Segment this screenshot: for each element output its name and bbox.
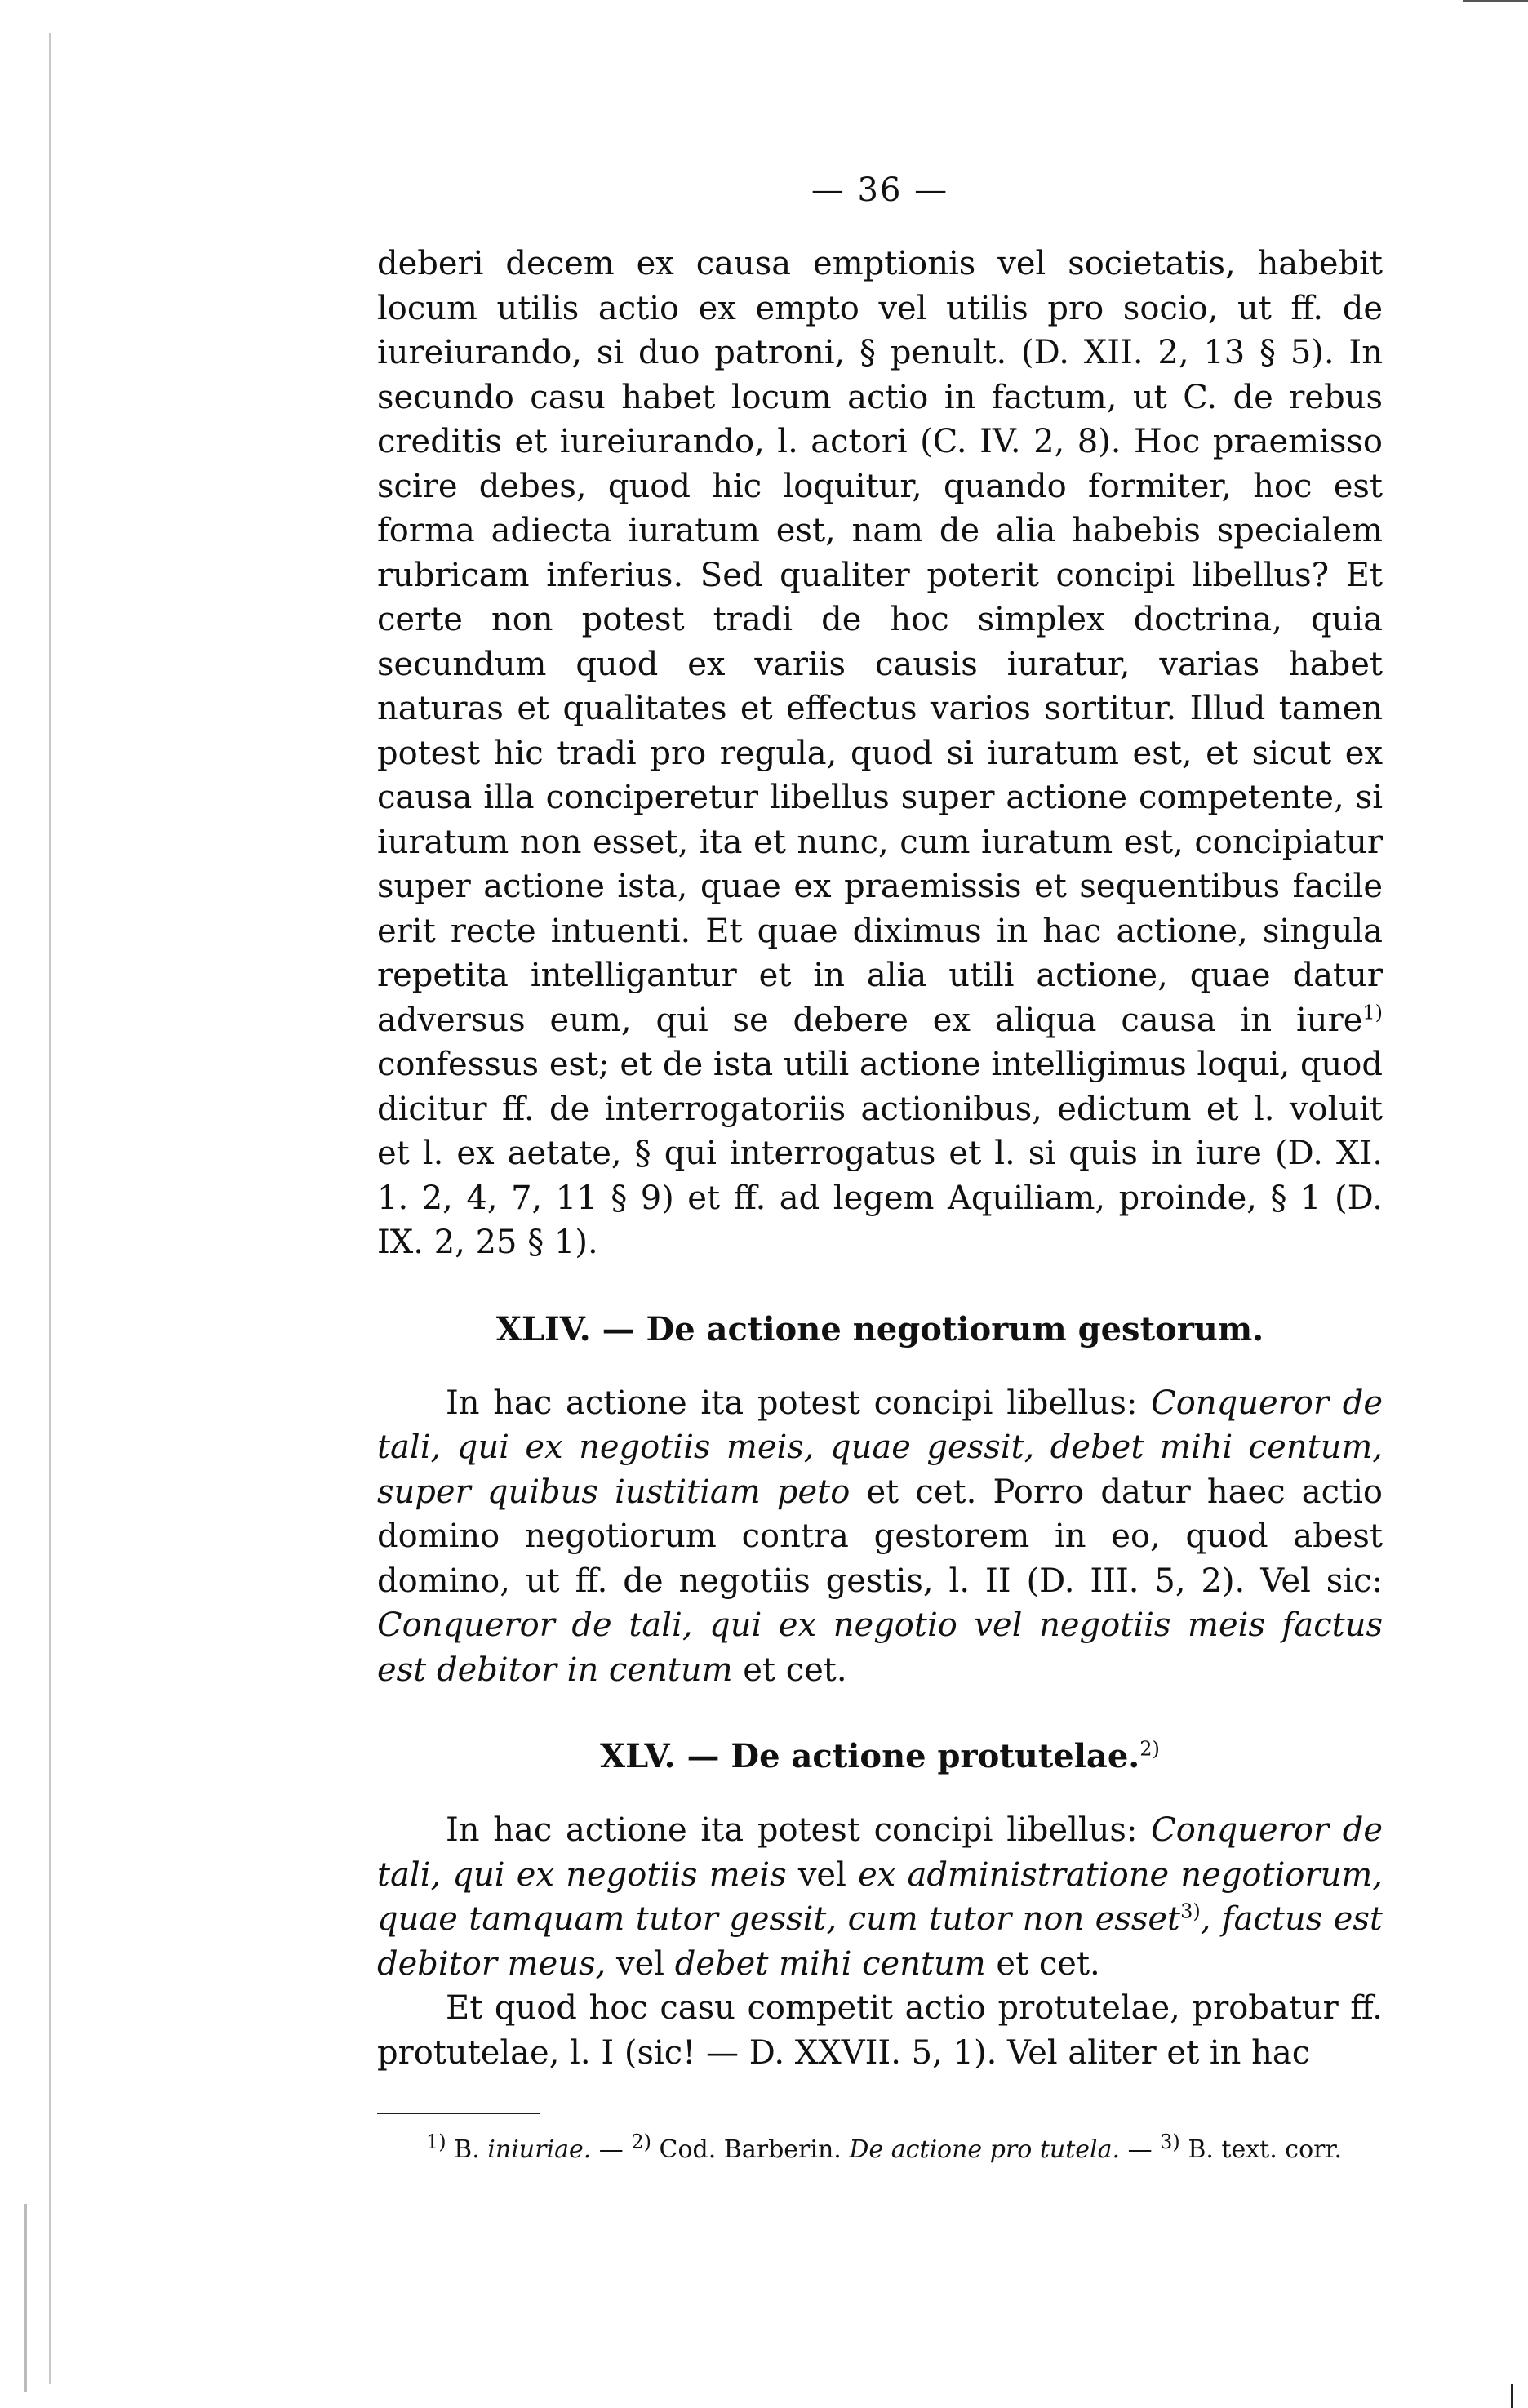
text-run: et cet. Porro datur haec actio domino negotiorum contra gestorem in eo, quod abest domino, ut ff. de negotiis gestis, l. II (D. III. 5, 2). Vel sic: [377,1473,1383,1600]
footnote-ref: 3) [1180,1899,1201,1923]
scan-corner-mark-bottom [1511,2384,1513,2408]
footnote-sep: — [591,2135,632,2164]
footnote-mark: 1) [426,2130,446,2153]
italic-formula: Conqueror de tali, qui ex negotiis meis, quae gessit, debet mihi centum, super quibus iustitiam peto [377,1384,1383,1511]
italic-formula: , factus est debitor meus, [377,1900,1383,1983]
footnote-mark: 2) [631,2130,651,2153]
xliv-paragraph [377,1381,1383,1693]
footnote-italic: iniuriae. [487,2135,592,2164]
text-run: In hac actione ita potest concipi libellus: [446,1811,1152,1849]
footnote-mark: 3) [1160,2130,1180,2153]
footnotes [377,2130,1383,2166]
xlv-paragraph-2: Et quod hoc casu competit actio protutelae, probatur ff. protutelae, l. I (sic! — D. XXVII. 5, 1). Vel aliter et in hac [377,1989,1383,2072]
italic-formula: ex administratione negotiorum, quae tamquam tutor gessit, cum tutor non esset [377,1855,1383,1938]
section-heading-xlv [377,1735,1383,1779]
scan-corner-mark [1463,0,1528,2]
paragraph-text: deberi decem ex causa emptionis vel societatis, habebit locum utilis actio ex empto vel utilis pro socio, ut ff. de iureiurando, si duo patroni, § penult. (D. XII. 2, 13 § 5). In secundo casu habet locum actio in factum, ut C. de rebus creditis et iureiurando, l. actori (C. IV. 2, 8). Hoc praemisso scire debes, quod hic loquitur, quando formiter, hoc est forma adiecta iuratum est, nam de alia habebis specialem rubricam inferius. Sed qualiter poterit concipi libellus? Et certe non potest tradi de hoc simplex doctrina, quia secundum quod ex variis causis iuratur, varias habet naturas et qualitates et effectus varios sortitur. Illud tamen potest hic tradi pro regula, quod si iuratum est, et sicut ex causa illa conciperetur libellus super actione competente, si iuratum non esset, ita et nunc, cum iuratum est, concipiatur super actione ista, quae ex praemissis et sequentibus facile erit recte intuenti. Et quae diximus in hac actione, singula repetita intelligantur et in alia utili actione, quae datur adversus eum, qui se debere ex aliqua causa in iure [377,245,1383,1039]
footnote-text: B. [446,2135,488,2164]
text-run: vel [786,1855,859,1894]
italic-formula: Conqueror de tali, qui ex negotiis meis [377,1811,1383,1894]
footnote-ref: 2) [1139,1737,1160,1761]
text-run: vel [606,1944,675,1983]
section-heading-xliv: XLIV. — De actione negotiorum gestorum. [495,1309,1264,1348]
footnote-divider [377,2113,540,2114]
footnote-sep: — [1120,2135,1161,2164]
paragraph-text-end: confessus est; et de ista utili actione intelligimus loqui, quod dicitur ff. de interrogatoriis actionibus, edictum et l. voluit et l. ex aetate, § qui interrogatus et l. si quis in iure (D. XI. 1. 2, 4, 7, 11 § 9) et ff. ad legem Aquiliam, proinde, § 1 (D. IX. 2, 25 § 1). [377,1046,1383,1261]
page-body [377,171,1383,2166]
xlv-paragraph-1 [377,1808,1383,1986]
scan-edge-mark [24,2204,27,2392]
text-run: et cet. [985,1944,1100,1983]
page-number: — 36 — [811,171,949,209]
footnote-text: B. text. corr. [1179,2135,1343,2164]
footnote-italic: De actione pro tutela. [849,2135,1121,2164]
italic-formula: debet mihi centum [674,1944,986,1983]
scan-edge [49,33,51,2384]
text-run: In hac actione ita potest concipi libellus: [446,1384,1152,1422]
footnote-text: Cod. Barberin. [651,2135,850,2164]
italic-formula: Conqueror de tali, qui ex negotio vel negotiis meis factus est debitor in centum [377,1606,1383,1689]
body-paragraph [377,242,1383,1265]
text-run: et cet. [732,1651,847,1689]
footnote-ref: 1) [1362,1001,1383,1024]
heading-text: XLV. — De actione protutelae. [600,1737,1140,1775]
